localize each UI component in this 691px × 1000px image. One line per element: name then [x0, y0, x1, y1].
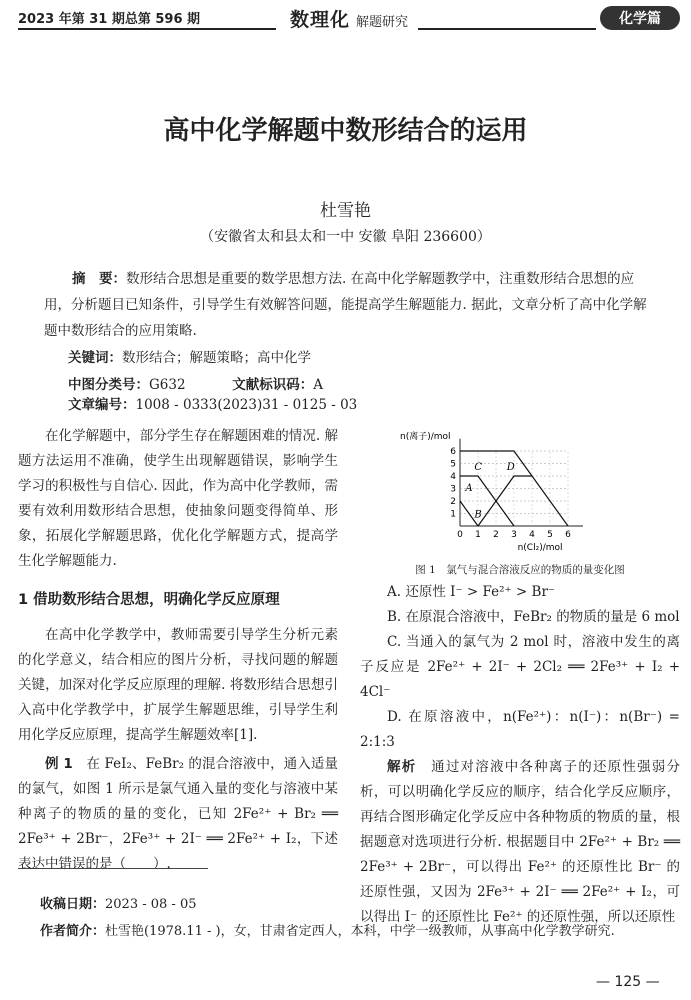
x-tick-label: 4 — [529, 530, 535, 540]
abstract — [44, 266, 648, 344]
footnote-divider — [18, 868, 208, 869]
abstract-text: 数形结合思想是重要的数学思想方法. 在高中化学解题教学中，注重数形结合思想的应用，分析题目已知条件，引导学生有效解答问题，能提高学生解题能力. 据此，文章分析了高中化学解题中数形结合的应用策略. — [44, 271, 647, 339]
option-a: A. 还原性 I⁻ > Fe²⁺ > Br⁻ — [387, 584, 556, 600]
x-tick-label: 1 — [475, 530, 481, 540]
y-tick-label: 6 — [450, 447, 456, 457]
section-1-paragraph: 在高中化学教学中，教师需要引导学生分析元素的化学意义，结合相应的图片分析，寻找问题的解题关键，加深对化学反应原理的理解. 将数形结合思想引入高中化学教学中，扩展学生解题思维，引导学生利用化学反应原理，提高学生解题效率[1]. — [18, 627, 338, 743]
option-c: C. 当通入的氯气为 2 mol 时，溶液中发生的离子反应是 2Fe²⁺ + 2I⁻ + 2Cl₂ ══ 2Fe³⁺ + I₂ + 4Cl⁻ — [360, 634, 680, 700]
affiliation: （安徽省太和县太和一中 安徽 阜阳 236600） — [200, 229, 491, 245]
point-label-b: B — [474, 509, 482, 521]
journal-name: 数理化 — [290, 9, 351, 31]
author-bio-label: 作者简介： — [40, 924, 106, 939]
article-no-value: 1008 - 0333(2023)31 - 0125 - 03 — [135, 397, 358, 413]
analysis — [360, 755, 680, 930]
section-badge: 化学篇 — [600, 6, 680, 30]
x-axis-label: n(Cl₂)/mol — [517, 543, 563, 553]
keywords — [68, 346, 311, 366]
keywords-label: 关键词： — [68, 350, 122, 366]
y-tick-label: 4 — [450, 472, 456, 482]
received-date — [40, 893, 197, 912]
x-tick-label: 5 — [547, 530, 553, 540]
x-tick-label: 3 — [511, 530, 517, 540]
example-1-text: 在 FeI₂、FeBr₂ 的混合溶液中，通入适量的氯气，如图 1 所示是氯气通入量的变化与溶液中某种离子的物质的量的变化，已知 2Fe²⁺ + Br₂ ══ 2Fe³⁺ + 2Br⁻，2Fe³⁺ + 2I⁻ ══ 2Fe²⁺ + I₂，下述表达中错误的是（ ）. — [18, 756, 338, 872]
left-column — [18, 424, 338, 877]
y-tick-label: 3 — [450, 484, 456, 495]
right-column — [360, 580, 680, 930]
x-tick-label: 6 — [565, 530, 571, 540]
analysis-text: 通过对溶液中各种离子的还原性强弱分析，可以明确化学反应的顺序，结合化学反应顺序，再结合图形确定化学反应中各种物质的物质的量，根据题意对选项进行分析. 根据题目中 2Fe²⁺ + Br₂ ══ 2Fe³⁺ + 2Br⁻，可以得出 Fe²⁺ 的还原性比 Br⁻ 的还原性强，又因为 2Fe³⁺ + 2I⁻ ══ 2Fe²⁺ + I₂，可以得出 I⁻ 的还原性比 Fe²⁺ 的还原性强，所以还原性 — [360, 759, 681, 925]
figure-1 — [380, 418, 660, 578]
analysis-label: 解析 — [387, 759, 417, 775]
y-tick-label: 2 — [450, 497, 456, 507]
y-tick-label: 5 — [450, 459, 456, 470]
received-value: 2023 - 08 - 05 — [105, 897, 197, 912]
option-b: B. 在原混合溶液中，FeBr₂ 的物质的量是 6 mol — [387, 609, 680, 625]
page-number: — 125 — — [596, 974, 660, 990]
figure-1-chart — [380, 418, 660, 558]
author-bio-text: 杜雪艳(1978.11 - )，女，甘肃省定西人，本科，中学一级教师，从事高中化学教学研究. — [105, 924, 615, 939]
x-tick-label: 2 — [493, 530, 499, 540]
doc-label: 文献标识码： — [232, 377, 314, 393]
doc-value: A — [313, 377, 324, 393]
point-label-c: C — [474, 461, 483, 473]
clc-label: 中图分类号： — [68, 377, 149, 393]
header-divider-right — [418, 28, 596, 30]
received-label: 收稿日期： — [40, 897, 106, 912]
y-tick-label: 1 — [450, 509, 456, 520]
example-1-label: 例 1 — [45, 756, 73, 772]
classification-line — [68, 373, 648, 413]
intro-paragraph: 在化学解题中，部分学生存在解题困难的情况. 解题方法运用不准确，使学生出现解题错误，影响学生学习的积极性与自信心. 因此，作为高中化学教师，需要有效利用数形结合思想，使抽象问题变得简单、形象，拓展化学解题思路，优化化学解题方式，提高学生化学解题能力. — [18, 428, 338, 569]
article-title: 高中化学解题中数形结合的运用 — [163, 116, 528, 146]
example-1 — [18, 752, 338, 877]
header-divider — [18, 28, 276, 30]
point-label-d: D — [506, 461, 515, 473]
abstract-label: 摘 要： — [72, 271, 126, 287]
keywords-text: 数形结合；解题策略；高中化学 — [122, 350, 311, 366]
column-name: 解题研究 — [356, 15, 409, 30]
clc-value: G632 — [149, 377, 186, 393]
article-no-label: 文章编号： — [68, 397, 136, 413]
option-d: D. 在原溶液中，n(Fe²⁺)：n(I⁻)：n(Br⁻) = 2:1:3 — [360, 709, 680, 750]
section-1-heading: 1 借助数形结合思想，明确化学反应原理 — [18, 592, 280, 608]
point-label-a: A — [465, 483, 473, 494]
y-axis-label: n(离子)/mol — [400, 431, 451, 442]
issue-info: 2023 年第 31 期总第 596 期 — [18, 12, 201, 27]
figure-1-caption: 图 1 氯气与混合溶液反应的物质的量变化图 — [415, 564, 625, 576]
author-name: 杜雪艳 — [320, 201, 371, 221]
x-tick-label: 0 — [457, 530, 463, 540]
author-bio — [40, 920, 660, 939]
